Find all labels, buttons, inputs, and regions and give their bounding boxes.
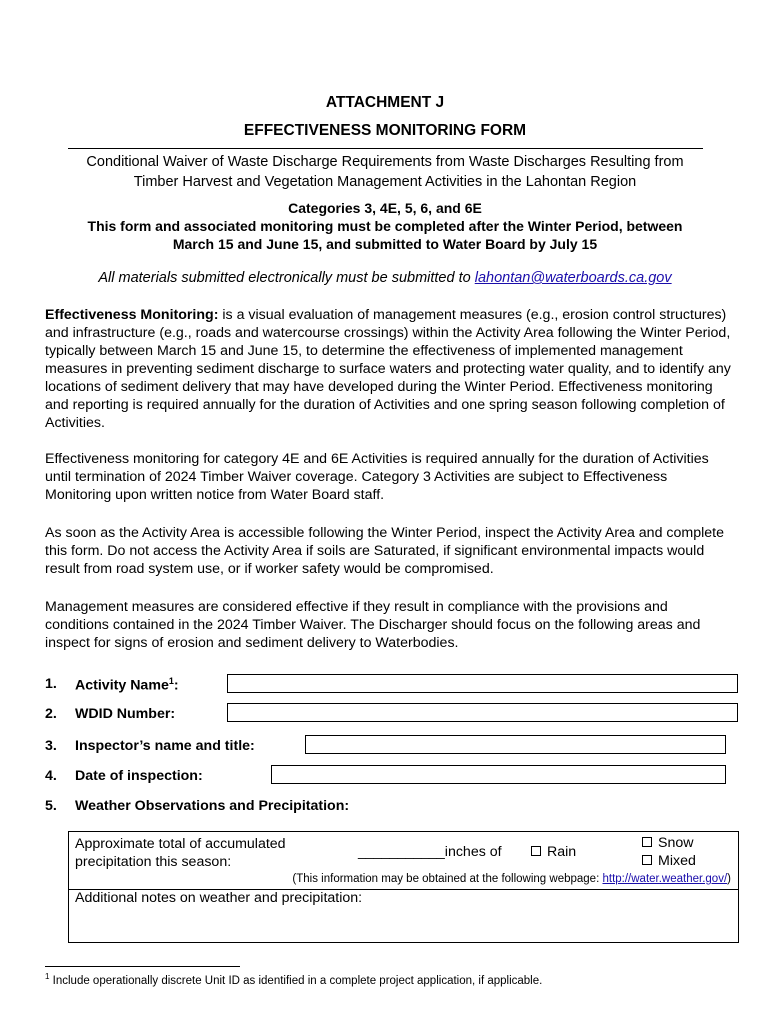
mixed-option[interactable] [642,853,696,869]
inspection-date-label: Date of inspection: [75,768,203,784]
footnote-ref: 1 [168,676,174,686]
inches-of-label: inches of [444,844,502,860]
mixed-label: Mixed [658,853,696,869]
attachment-label: ATTACHMENT J [325,94,445,111]
weather-info-close: ) [727,873,731,885]
rain-checkbox[interactable] [531,846,541,856]
footnote-text: Include operationally discrete Unit ID as identified in a complete project application, if applicable. [52,974,543,987]
footnote-marker: 1 [45,972,50,981]
weather-notes-input[interactable] [75,910,730,938]
activity-name-label [75,676,179,694]
weather-table [68,831,739,943]
activity-name-label-text: Activity Name [75,677,169,694]
field-number-1: 1. [45,676,57,692]
activity-name-colon: : [173,677,179,694]
paragraph-effective-measures: Management measures are considered effective if they result in compliance with the provisions and conditions contained in the 2024 Timber Waiver. The Discharger should focus on the following areas and inspect for signs of erosion and sediment delivery to Waterbodies. [45,599,701,651]
snow-checkbox[interactable] [642,837,652,847]
submission-note-text: All materials submitted electronically must be submitted to [98,270,471,286]
deadline-line-1: This form and associated monitoring must be completed after the Winter Period, between [87,218,683,234]
weather-info-text: (This information may be obtained at the following webpage: [292,873,600,885]
field-number-5: 5. [45,798,57,814]
field-number-2: 2. [45,706,57,722]
inspection-date-input[interactable] [271,765,726,784]
deadline-line-2: March 15 and June 15, and submitted to Water Board by July 15 [172,236,598,252]
weather-url-link[interactable]: http://water.weather.gov/ [602,873,728,885]
form-title: EFFECTIVENESS MONITORING FORM [243,122,527,139]
precip-amount [358,844,502,860]
subtitle-line-2: Timber Harvest and Vegetation Management Activities in the Lahontan Region [133,174,637,190]
paragraph-category-requirements: Effectiveness monitoring for category 4E and 6E Activities is required annually for the duration of Activities until termination of 2024 Timber Waiver coverage. Category 3 Activities are subject to Effectiveness Monitoring upon written notice from Water Board staff. [45,451,709,503]
rain-label: Rain [547,844,577,860]
field-number-3: 3. [45,738,57,754]
rain-option[interactable] [531,844,576,860]
precip-label-line-1: Approximate total of accumulated [75,836,286,852]
wdid-number-label: WDID Number: [75,706,176,722]
precip-label [75,835,286,871]
submission-note [0,270,770,286]
paragraph-effectiveness-monitoring [45,306,735,432]
precip-amount-blank[interactable]: ___________ [358,844,445,860]
weather-notes-label: Additional notes on weather and precipitation: [75,890,363,906]
activity-name-input[interactable] [227,674,738,693]
inspector-name-input[interactable] [305,735,726,754]
paragraph-inspection-instructions: As soon as the Activity Area is accessible following the Winter Period, inspect the Activity Area and complete this form. Do not access the Activity Area if soils are Saturated, if significant environmental impacts would result from road system use, or if worker safety would be compromised. [45,525,724,577]
title-divider [68,148,703,149]
subtitle-line-1: Conditional Waiver of Waste Discharge Requirements from Waste Discharges Resulting from [86,154,684,170]
wdid-number-input[interactable] [227,703,738,722]
footnote-divider [45,966,240,967]
snow-option[interactable] [642,835,694,851]
email-link[interactable]: lahontan@waterboards.ca.gov [474,270,672,286]
weather-info-note [292,873,731,885]
footnote [45,972,542,987]
field-number-4: 4. [45,768,57,784]
precip-label-line-2: precipitation this season: [75,854,232,870]
categories-heading: Categories 3, 4E, 5, 6, and 6E [288,200,482,216]
paragraph-label: Effectiveness Monitoring: [45,307,219,323]
snow-label: Snow [658,835,694,851]
mixed-checkbox[interactable] [642,855,652,865]
paragraph-text: is a visual evaluation of management measures (e.g., erosion control structures) and infrastructure (e.g., roads and watercourse crossings) within the Activity Area following the Winter Period, typically between March 15 and June 15, to determine the effectiveness of implemented management measures in preventing sediment discharge to surface waters and protecting water quality, and to identify any locations of sediment delivery that may have developed during the Winter Period. Effectiveness monitoring and reporting is required annually for the duration of Activities and one spring season following completion of Activities. [45,307,731,431]
weather-heading: Weather Observations and Precipitation: [75,798,350,814]
inspector-name-label: Inspector’s name and title: [75,738,255,754]
